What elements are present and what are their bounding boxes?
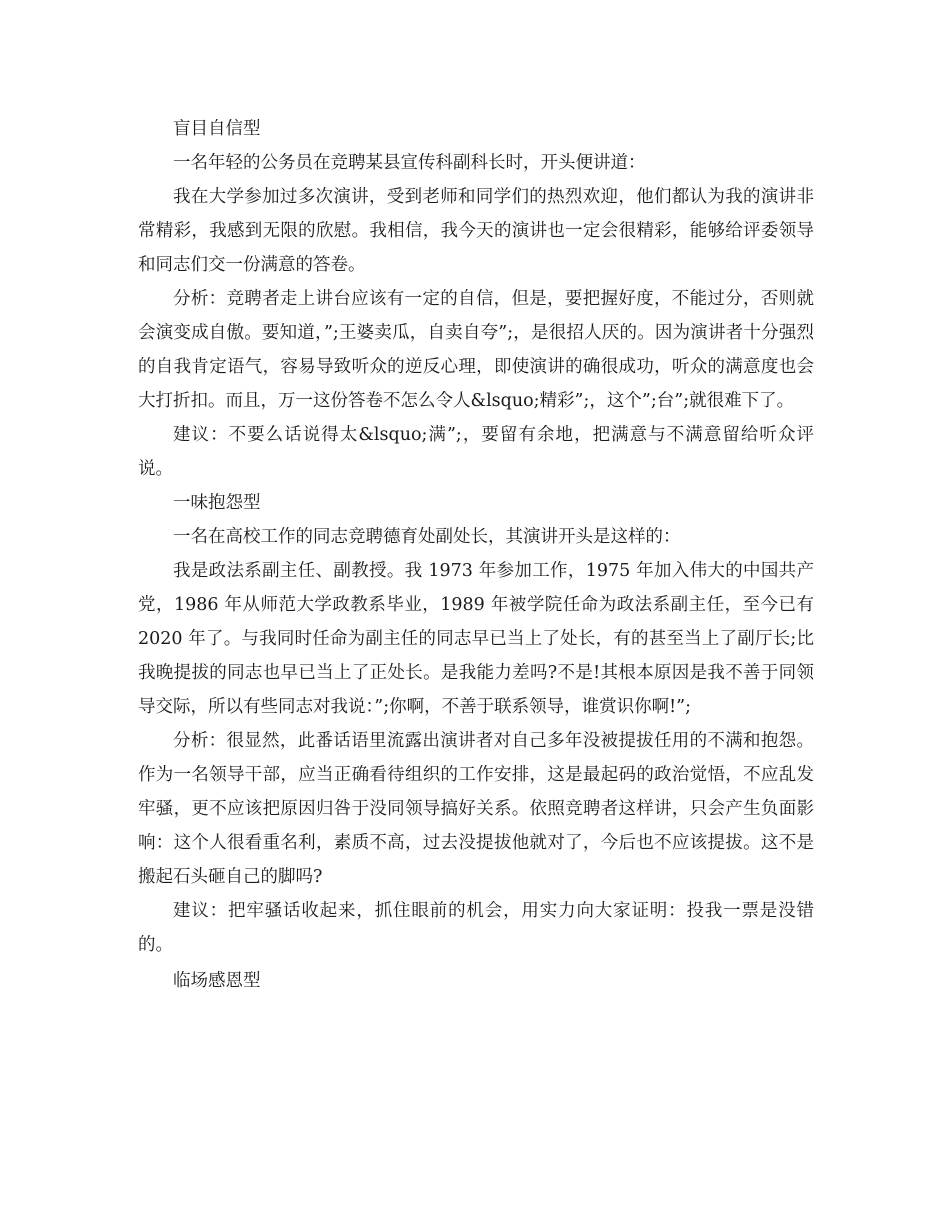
paragraph-analysis-2: 分析：很显然，此番话语里流露出演讲者对自己多年没被提拔任用的不满和抱怨。作为一名领导干部，应当正确看待组织的工作安排，这是最起码的政治觉悟，不应乱发牢骚，更不应该把原因归咎于没同领导搞好关系。依照竞聘者这样讲，只会产生负面影响：这个人很看重名利，素质不高，过去没提拔他就对了，今后也不应该提拔。这不是搬起石头砸自己的脚吗? [138,731,814,887]
section-heading-gratitude: 临场感恩型 [173,971,261,991]
paragraph-intro-2: 一名在高校工作的同志竞聘德育处副处长，其演讲开头是这样的： [173,527,681,547]
section-heading-blind-confidence: 盲目自信型 [173,119,261,139]
paragraph-advice-1: 建议：不要么话说得太&lsquo;满”;，要留有余地，把满意与不满意留给听众评说。 [138,425,814,479]
document-page [138,112,814,998]
paragraph-example-1: 我在大学参加过多次演讲，受到老师和同学们的热烈欢迎，他们都认为我的演讲非常精彩，我感到无限的欣慰。我相信，我今天的演讲也一定会很精彩，能够给评委领导和同志们交一份满意的答卷。 [138,187,814,275]
section-heading-complaining: 一味抱怨型 [173,493,261,513]
paragraph-intro-1: 一名年轻的公务员在竞聘某县宣传科副科长时，开头便讲道： [173,153,646,173]
paragraph-advice-2: 建议：把牢骚话收起来，抓住眼前的机会，用实力向大家证明：投我一票是没错的。 [138,901,814,955]
paragraph-analysis-1: 分析：竞聘者走上讲台应该有一定的自信，但是，要把握好度，不能过分，否则就会演变成自傲。要知道，”;王婆卖瓜，自卖自夸”;，是很招人厌的。因为演讲者十分强烈的自我肯定语气，容易导致听众的逆反心理，即使演讲的确很成功，听众的满意度也会大打折扣。而且，万一这份答卷不怎么令人&lsquo;精彩”;，这个”;台”;就很难下了。 [138,289,814,411]
paragraph-example-2: 我是政法系副主任、副教授。我 1973 年参加工作，1975 年加入伟大的中国共产党，1986 年从师范大学政教系毕业，1989 年被学院任命为政法系副主任，至今已有 2020 年了。与我同时任命为副主任的同志早已当上了处长，有的甚至当上了副厅长;比我晚提拔的同志也早已当上了正处长。是我能力差吗?不是!其根本原因是我不善于同领导交际，所以有些同志对我说：”;你啊，不善于联系领导，谁赏识你啊!”; [138,561,814,717]
